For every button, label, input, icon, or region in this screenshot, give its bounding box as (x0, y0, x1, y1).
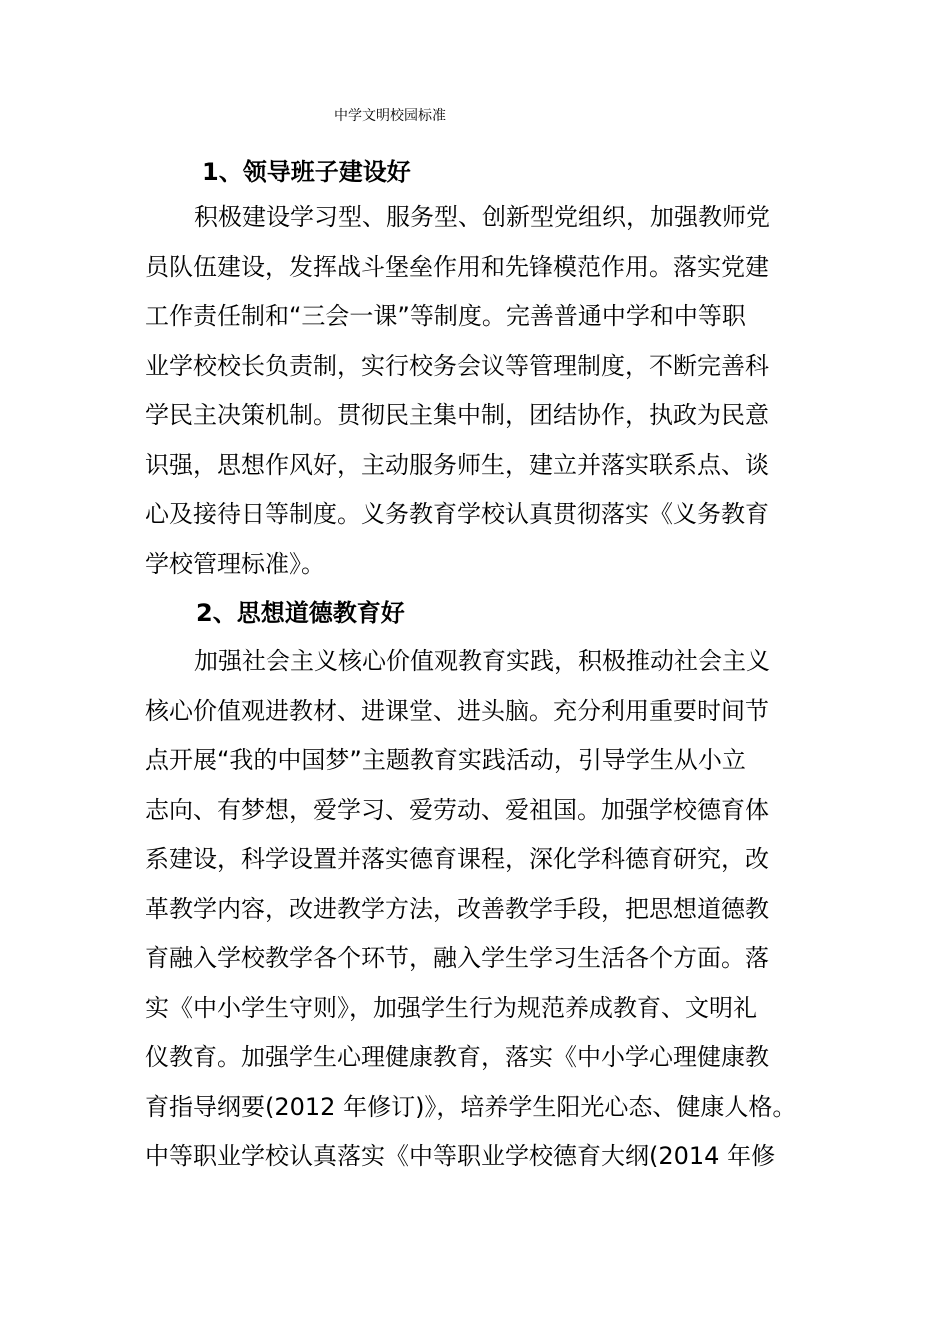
text-line: 积极建设学习型、服务型、创新型党组织，加强教师党 (194, 203, 770, 231)
section-body-1 (145, 193, 815, 589)
section-body-2 (145, 637, 815, 1182)
text-line: 志向、有梦想，爱学习、爱劳动、爱祖国。加强学校德育体 (145, 795, 769, 824)
text-line: 仪教育。加强学生心理健康教育，落实《中小学心理健康教 (145, 1043, 769, 1071)
text-line: 工作责任制和“三会一课”等制度。完善普通中学和中等职 (145, 302, 746, 330)
text-line: 心及接待日等制度。义务教育学校认真贯彻落实《义务教育 (145, 500, 769, 528)
text-line: 革教学内容，改进教学方法，改善教学手段，把思想道德教 (145, 894, 769, 923)
text-line: 点开展“我的中国梦”主题教育实践活动，引导学生从小立 (145, 746, 746, 774)
text-line: 员队伍建设，发挥战斗堡垒作用和先锋模范作用。落实党建 (145, 252, 769, 281)
text-line: 加强社会主义核心价值观教育实践，积极推动社会主义 (194, 647, 770, 675)
text-line: 系建设，科学设置并落实德育课程，深化学科德育研究，改 (145, 845, 769, 873)
document-title: 中学文明校园标准 (334, 108, 446, 124)
text-line: 实《中小学生守则》，加强学生行为规范养成教育、文明礼 (145, 993, 757, 1022)
text-line: 学校管理标准》。 (145, 549, 325, 578)
section-heading-2: 2、思想道德教育好 (196, 599, 405, 627)
text-line: 育指导纲要(2012 年修订)》，培养学生阳光心态、健康人格。 (145, 1092, 797, 1121)
section-heading-1: 1、领导班子建设好 (202, 158, 411, 186)
text-line: 识强，思想作风好，主动服务师生，建立并落实联系点、谈 (145, 450, 769, 479)
text-line: 中等职业学校认真落实《中等职业学校德育大纲(2014 年修 (145, 1142, 776, 1170)
text-line: 育融入学校教学各个环节，融入学生学习生活各个方面。落 (145, 944, 769, 972)
text-line: 业学校校长负责制，实行校务会议等管理制度，不断完善科 (145, 351, 769, 380)
text-line: 核心价值观进教材、进课堂、进头脑。充分利用重要时间节 (145, 696, 769, 725)
text-line: 学民主决策机制。贯彻民主集中制，团结协作，执政为民意 (145, 401, 769, 429)
